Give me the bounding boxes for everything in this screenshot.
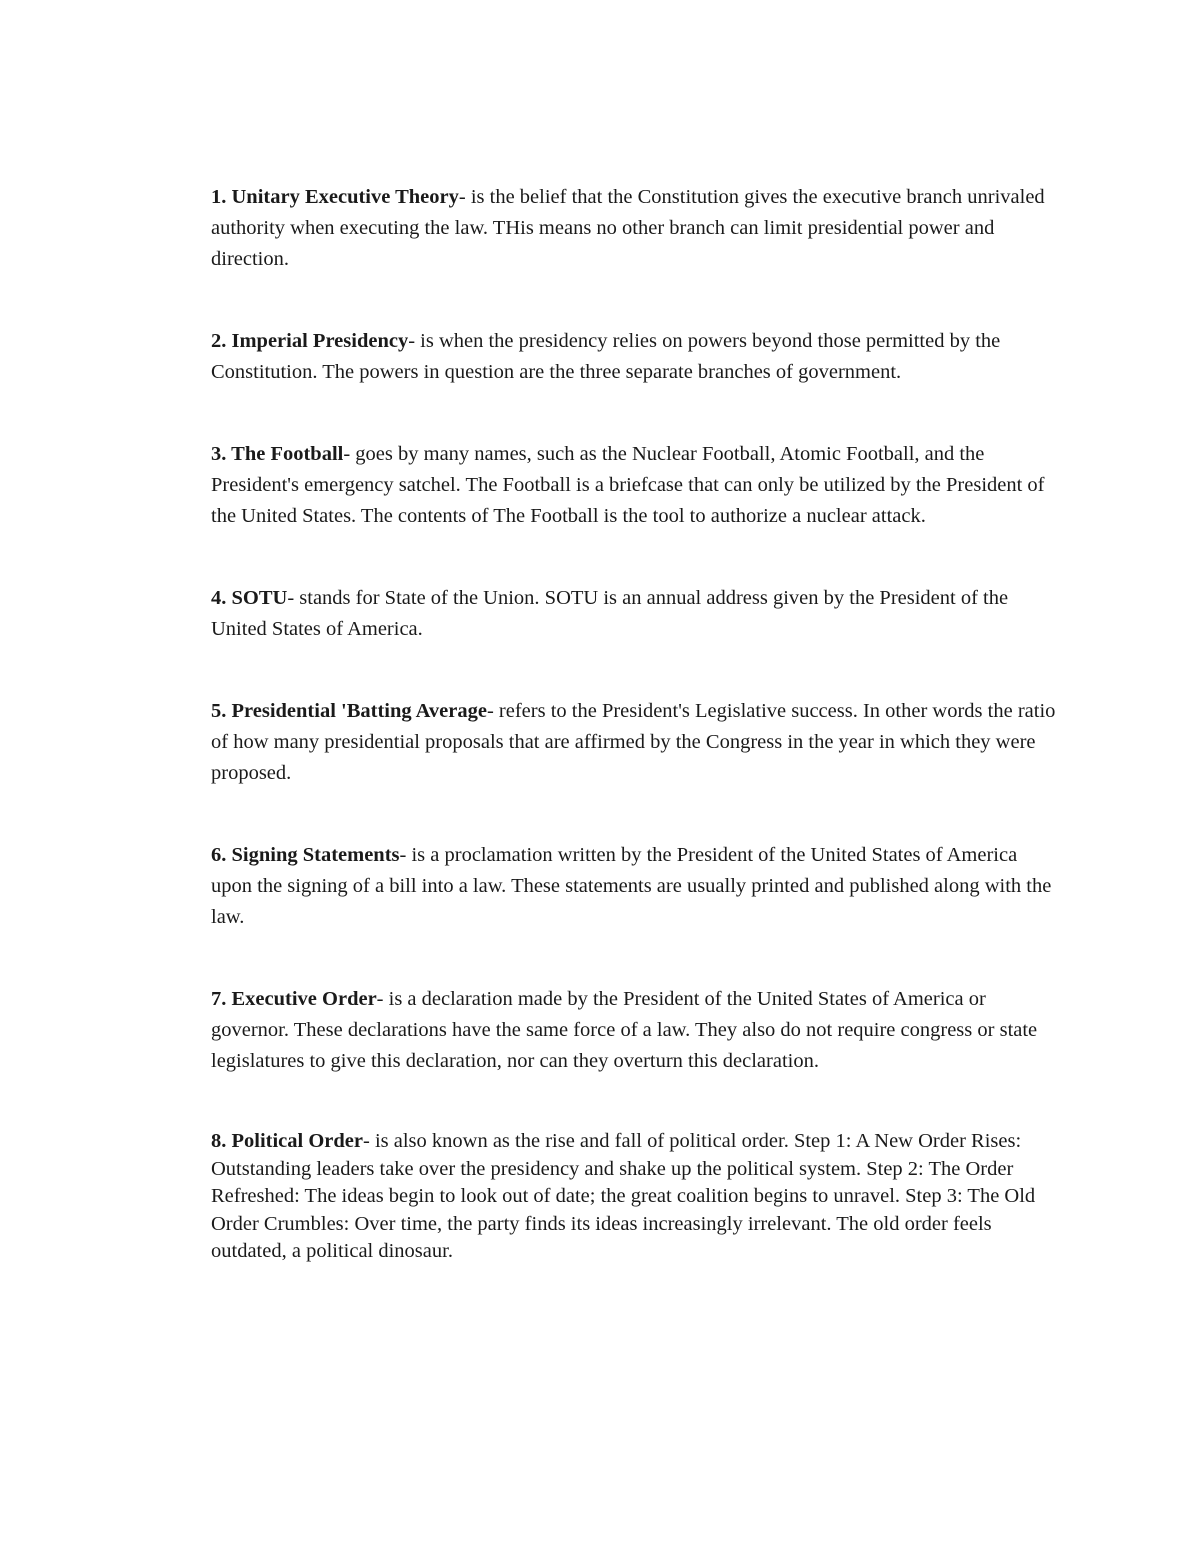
entry-presidential-batting-average <box>211 696 1061 789</box>
entry-unitary-executive-theory <box>211 182 1061 275</box>
term-definition: - stands for State of the Union. SOTU is an annual address given by the President of the United States of America. <box>211 587 1009 640</box>
term-definition: - is also known as the rise and fall of political order. Step 1: A New Order Rises: Outstanding leaders take over the presidency and shake up the political system. Step 2: The Order Refreshed: The ideas begin to look out of date; the great coalition begins to unravel. Step 3: The Old Order Crumbles: Over time, the party finds its ideas increasingly irrelevant. The old order feels outdated, a political dinosaur. <box>211 1130 1036 1262</box>
entry-signing-statements <box>211 840 1061 933</box>
term-label <box>211 330 408 352</box>
term-definition: - is a proclamation written by the President of the United States of America upon the signing of a bill into a law. These statements are usually printed and published along with the law. <box>211 844 1052 928</box>
term-name: Presidential 'Batting Average <box>231 700 487 722</box>
term-number: 3. <box>211 443 227 465</box>
entry-the-football <box>211 439 1061 532</box>
term-definition: - is the belief that the Constitution gives the executive branch unrivaled authority when executing the law. THis means no other branch can limit presidential power and direction. <box>211 186 1045 270</box>
term-name: The Football <box>231 443 344 465</box>
term-name: SOTU <box>231 587 288 609</box>
term-name: Executive Order <box>231 988 377 1010</box>
term-number: 4. <box>211 587 227 609</box>
term-definition: - is a declaration made by the President of the United States of America or governor. These declarations have the same force of a law. They also do not require congress or state legislatures to give this declaration, nor can they overturn this declaration. <box>211 988 1038 1072</box>
entry-imperial-presidency <box>211 326 1061 388</box>
term-label <box>211 844 400 866</box>
term-definition: - refers to the President's Legislative success. In other words the ratio of how many presidential proposals that are affirmed by the Congress in the year in which they were proposed. <box>211 700 1056 784</box>
term-label <box>211 988 377 1010</box>
term-label <box>211 1130 363 1152</box>
term-number: 2. <box>211 330 227 352</box>
term-label <box>211 700 487 722</box>
term-label <box>211 186 459 208</box>
term-number: 6. <box>211 844 227 866</box>
term-definition: - is when the presidency relies on powers beyond those permitted by the Constitution. The powers in question are the three separate branches of government. <box>211 330 1001 383</box>
entry-political-order <box>211 1128 1061 1266</box>
entry-executive-order <box>211 984 1061 1077</box>
term-name: Imperial Presidency <box>231 330 409 352</box>
document-page <box>211 182 1061 1266</box>
term-label <box>211 587 287 609</box>
entry-sotu <box>211 583 1061 645</box>
term-definition: - goes by many names, such as the Nuclear Football, Atomic Football, and the President's emergency satchel. The Football is a briefcase that can only be utilized by the President of the United States. The contents of The Football is the tool to authorize a nuclear attack. <box>211 443 1045 527</box>
term-name: Unitary Executive Theory <box>231 186 459 208</box>
term-label <box>211 443 343 465</box>
term-number: 7. <box>211 988 227 1010</box>
term-number: 8. <box>211 1130 227 1152</box>
term-number: 5. <box>211 700 227 722</box>
term-number: 1. <box>211 186 227 208</box>
term-name: Signing Statements <box>231 844 400 866</box>
term-name: Political Order <box>231 1130 363 1152</box>
